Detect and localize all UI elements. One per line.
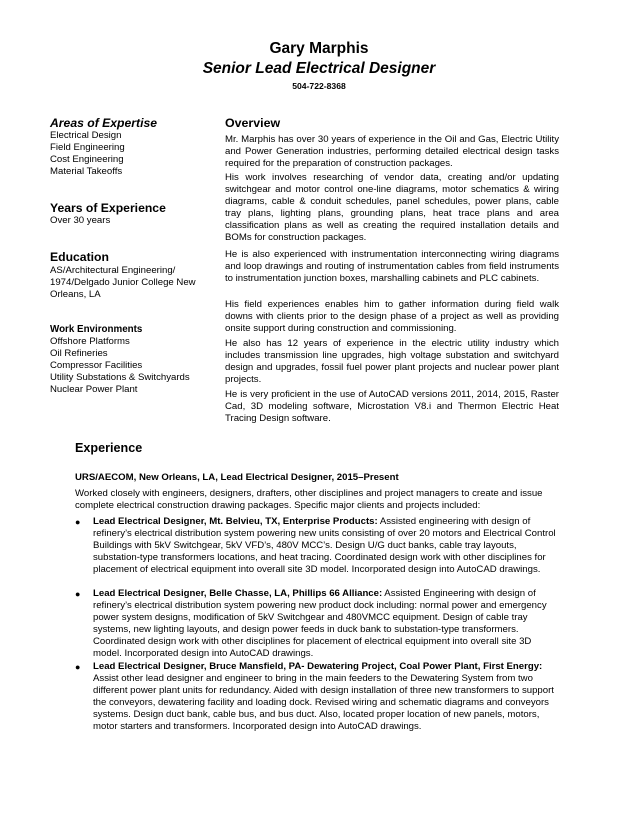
expertise-item: Cost Engineering bbox=[50, 154, 124, 165]
experience-heading: Experience bbox=[75, 441, 143, 455]
project-body: Assisted engineering with design of refinery’s electrical distribution system powering new units consisting of over 20 motors and Electrical Control Buildings with 5kV Switchgear, 5kV VFD’s, 480V MCC’s. Design U/G duct banks, cable tray layouts, substation-type transformers locations, and heat tracing. Coordinated design work with other disciplines for placement of electrical equipment into overall site 3D model. Incorporated design into AutoCAD drawings. bbox=[93, 516, 556, 575]
candidate-name: Gary Marphis bbox=[269, 40, 369, 57]
project-title: Lead Electrical Designer, Mt. Belvieu, TX, Enterprise Products: bbox=[93, 516, 378, 527]
education-line: 1974/Delgado Junior College New bbox=[50, 277, 196, 288]
job-intro: Worked closely with engineers, designers, drafters, other disciplines and project managers to create and issue complete electrical construction drawing packages. Specific major clients and projects included: bbox=[75, 488, 543, 511]
education-heading: Education bbox=[50, 250, 109, 264]
project-item bbox=[75, 588, 559, 660]
overview-paragraph: His work involves researching of vendor data, creating and/or updating switchgear and motor control one-line diagrams, motor schematics & wiring diagrams, cable & conduit schedules, panel schedules, power plans, cable tray plans, lighting plans, grounding plans, heat trace plans and area classification plans as well as creating the required installation details and BOMs for construction packages. bbox=[225, 172, 559, 243]
project-title: Lead Electrical Designer, Bruce Mansfield, PA- Dewatering Project, Coal Power Plant, First Energy: bbox=[93, 661, 543, 672]
job-title: URS/AECOM, New Orleans, LA, Lead Electrical Designer, 2015–Present bbox=[75, 472, 399, 483]
expertise-list bbox=[50, 130, 125, 178]
bullet-icon: ● bbox=[75, 589, 81, 599]
candidate-title: Senior Lead Electrical Designer bbox=[202, 60, 436, 77]
work-env-item: Compressor Facilities bbox=[50, 360, 143, 371]
education-line: AS/Architectural Engineering/ bbox=[50, 265, 176, 276]
project-item bbox=[75, 516, 559, 576]
overview-paragraph: He also has 12 years of experience in the electric utility industry which includes transmission line upgrades, high voltage substation and switchyard design and upgrades, fossil fuel power plant projects and nuclear power plant projects. bbox=[225, 338, 559, 385]
project-body: Assist other lead designer and engineer to bring in the main feeders to the Dewatering System from two different power plant units for redundancy. Aided with design installation of three new transformers to support the conveyors, dewatering facility and loading dock. Revised wiring and schematic diagrams and conveyors systems. Design duct bank, cable bus, and bus duct. Also, located proper location of new panels, motors, motor starters and transformers. Incorporated design into AutoCAD drawings. bbox=[93, 673, 554, 732]
overview-heading: Overview bbox=[225, 116, 281, 130]
phone-number: 504-722-8368 bbox=[292, 81, 346, 91]
project-item bbox=[75, 661, 559, 733]
expertise-item: Electrical Design bbox=[50, 130, 122, 141]
years-heading: Years of Experience bbox=[50, 201, 166, 215]
work-env-list bbox=[50, 336, 190, 396]
overview-paragraph: He is very proficient in the use of AutoCAD versions 2011, 2014, 2015, Raster Cad, 3D modeling software, Microstation V8.i and Thermon Electric Heat Tracing Design software. bbox=[225, 389, 559, 424]
expertise-heading: Areas of Expertise bbox=[50, 116, 158, 130]
work-env-item: Oil Refineries bbox=[50, 348, 108, 359]
bullet-icon: ● bbox=[75, 517, 81, 527]
overview-paragraph: Mr. Marphis has over 30 years of experience in the Oil and Gas, Electric Utility and Power Generation industries, performing detailed electrical design tasks required for the preparation of construction packages. bbox=[225, 134, 559, 169]
expertise-item: Material Takeoffs bbox=[50, 166, 123, 177]
work-env-item: Nuclear Power Plant bbox=[50, 384, 138, 395]
bullet-icon: ● bbox=[75, 662, 81, 672]
years-text: Over 30 years bbox=[50, 215, 111, 226]
overview-paragraph: His field experiences enables him to gather information during field walk downs with clients prior to the design phase of a project as well as providing onsite support during construction and commissioning. bbox=[225, 299, 559, 334]
education-line: Orleans, LA bbox=[50, 289, 101, 300]
work-env-item: Utility Substations & Switchyards bbox=[50, 372, 190, 383]
education-text bbox=[50, 265, 196, 301]
work-env-heading: Work Environments bbox=[50, 324, 143, 335]
expertise-item: Field Engineering bbox=[50, 142, 125, 153]
overview-paragraph: He is also experienced with instrumentation interconnecting wiring diagrams and loop drawings and routing of instrumentation cables from field instruments to instrumentation junction boxes, marshalling cabinets and PLC cabinets. bbox=[225, 249, 559, 284]
project-title: Lead Electrical Designer, Belle Chasse, LA, Phillips 66 Alliance: bbox=[93, 588, 383, 599]
project-body: Assisted Engineering with design of refinery’s electrical distribution system powering new product dock including: normal power and emergency power system designs, modification of 5kV Switchgear and 480VMCC equipment. Design of cable tray systems, new lighting layouts, and design power feeds in duck bank to substation-type transformers. Coordinated design work with other disciplines for placement of electrical equipment into overall site 3D model. Incorporated design into AutoCAD drawings. bbox=[93, 588, 547, 659]
work-env-item: Offshore Platforms bbox=[50, 336, 130, 347]
years-value bbox=[50, 215, 110, 227]
